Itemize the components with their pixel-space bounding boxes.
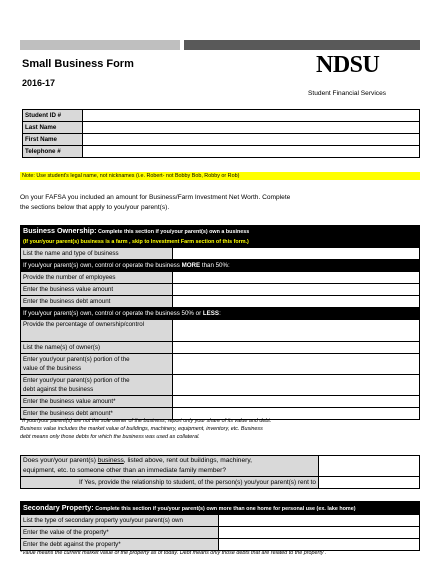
value-star-field[interactable] — [173, 396, 420, 408]
employees-label: Provide the number of employees — [21, 272, 173, 284]
business-value-label: Enter the business value amount — [21, 284, 173, 296]
secondary-heading-title: Secondary Property: — [23, 502, 94, 512]
table-row — [21, 354, 420, 375]
student-id-label: Student ID # — [23, 110, 83, 122]
business-footnote-2: Business value includes the market value of buildings, machinery, equipment, inventory, etc. Business — [20, 426, 263, 432]
secondary-footnote: *Value means the current market value of the property as of today. Debt means only those debts that are related to the property . — [20, 550, 327, 556]
business-debt-label: Enter the business debt amount — [21, 296, 173, 308]
header-bar-right — [184, 40, 420, 50]
portion-value-field[interactable] — [173, 354, 420, 375]
telephone-field[interactable] — [83, 146, 420, 158]
secondary-heading-row — [21, 502, 420, 515]
telephone-label: Telephone # — [23, 146, 83, 158]
owners-label: List the name(s) of owner(s) — [21, 342, 173, 354]
table-row — [21, 456, 420, 477]
business-footnote-3: debt means only those debts for which the business was used as collateral. — [20, 434, 200, 440]
rent-answer-field[interactable] — [319, 456, 420, 477]
table-row — [21, 515, 420, 527]
table-row — [21, 527, 420, 539]
header-bar-left — [20, 40, 180, 50]
table-row — [21, 375, 420, 396]
owners-field[interactable] — [173, 342, 420, 354]
table-row — [23, 134, 420, 146]
first-name-field[interactable] — [83, 134, 420, 146]
rent-question-post: , listed above, rent out buildings, machinery, — [123, 457, 252, 464]
rent-table — [20, 455, 420, 489]
business-ownership-table — [20, 225, 420, 420]
intro-line-1: On your FAFSA you included an amount for Business/Farm Investment Net Worth. Complete — [20, 194, 291, 201]
ndsu-logo: NDSU — [316, 52, 380, 78]
legal-name-note: Note: Use student's legal name, not nicknames (i.e. Robert- not Bobby Bob, Robby or Rob) — [20, 172, 420, 180]
portion-debt-label-1: Enter your/your parent(s) portion of the — [23, 377, 130, 384]
secondary-value-field[interactable] — [219, 527, 420, 539]
table-row — [21, 272, 420, 284]
portion-value-label-1: Enter your/your parent(s) portion of the — [23, 356, 130, 363]
relationship-label: If Yes, provide the relationship to student, of the person(s) you/your parent(s) rent to — [21, 477, 319, 489]
business-name-type-label: List the name and type of business — [21, 248, 173, 260]
partial-heading-row — [21, 308, 420, 320]
partial-heading-pre: If you/your parent(s) own, control or operate the business 50% or — [23, 310, 203, 317]
business-debt-field[interactable] — [173, 296, 420, 308]
employees-field[interactable] — [173, 272, 420, 284]
last-name-field[interactable] — [83, 122, 420, 134]
portion-debt-label-2: debt against the business — [23, 386, 94, 393]
secondary-property-table — [20, 501, 420, 551]
rent-question-pre: Does your/your parent(s) — [23, 457, 98, 464]
secondary-heading-desc: Complete this section if you/your parent(s) own more than one home for personal use (ex. lake home) — [93, 505, 356, 512]
sole-heading-pre: If you/your parent(s) own, control or operate the business — [23, 262, 182, 269]
student-id-field[interactable] — [83, 110, 420, 122]
form-title: Small Business Form — [22, 58, 134, 70]
partial-heading-bold: LESS — [202, 310, 220, 317]
business-heading-sub: (If your/your parent(s) business is a farm , skip to Investment Farm section of this form.) — [23, 239, 249, 245]
sole-heading-post: than 50%: — [200, 262, 230, 269]
intro-line-2: the sections below that apply to you/your parent(s). — [20, 204, 170, 211]
last-name-label: Last Name — [23, 122, 83, 134]
business-heading-desc: Complete this section if you/your parent(s) own a business — [96, 229, 250, 235]
relationship-field[interactable] — [319, 477, 420, 489]
table-row — [21, 248, 420, 260]
business-heading-title: Business Ownership: — [23, 226, 97, 235]
portion-value-label-2: value of the business — [23, 365, 82, 372]
business-footnote-1: *If your/your parent(s) are not the sole owner of the business, report only your share of its value and debt. — [20, 418, 272, 424]
table-row — [23, 110, 420, 122]
secondary-type-field[interactable] — [219, 515, 420, 527]
table-row — [21, 396, 420, 408]
table-row — [21, 477, 420, 489]
student-info-table — [22, 109, 420, 158]
department-name: Student Financial Services — [308, 90, 387, 97]
table-row — [23, 146, 420, 158]
sole-heading-row — [21, 260, 420, 272]
table-row — [21, 284, 420, 296]
rent-question-underlined: business — [97, 457, 124, 464]
first-name-label: First Name — [23, 134, 83, 146]
portion-debt-field[interactable] — [173, 375, 420, 396]
secondary-debt-label: Enter the debt against the property* — [21, 539, 219, 551]
table-row — [23, 122, 420, 134]
business-heading-row — [21, 226, 420, 248]
table-row — [21, 296, 420, 308]
ownership-pct-label: Provide the percentage of ownership/control — [21, 320, 173, 342]
partial-heading-post: : — [219, 310, 221, 317]
debt-star-label: Enter the business debt amount* — [21, 408, 173, 420]
ownership-pct-field[interactable] — [173, 320, 420, 342]
rent-question-line2: equipment, etc. to someone other than an immediate family member? — [23, 467, 227, 474]
business-name-type-field[interactable] — [173, 248, 420, 260]
sole-heading-bold: MORE — [181, 262, 201, 269]
secondary-type-label: List the type of secondary property you/your parent(s) own — [21, 515, 219, 527]
table-row — [21, 342, 420, 354]
secondary-value-label: Enter the value of the property* — [21, 527, 219, 539]
table-row — [21, 320, 420, 342]
business-value-field[interactable] — [173, 284, 420, 296]
value-star-label: Enter the business value amount* — [21, 396, 173, 408]
form-year: 2016-17 — [22, 78, 56, 88]
